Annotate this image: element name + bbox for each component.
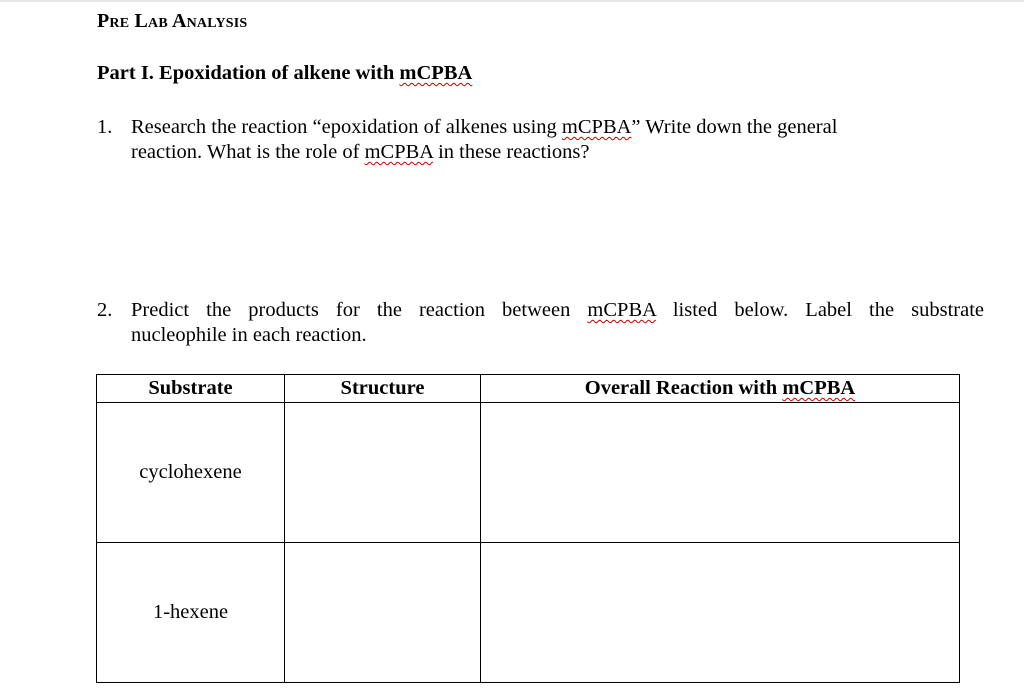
header-structure: Structure <box>285 375 481 403</box>
question-1-text-d: in these reactions? <box>432 141 590 163</box>
structure-cell[interactable] <box>285 403 481 543</box>
substrate-cell: 1-hexene <box>97 543 285 683</box>
part-title-reagent: mCPBA <box>399 62 473 84</box>
question-1-line-2 <box>131 140 931 165</box>
reaction-table <box>96 374 960 683</box>
question-2-reagent: mCPBA <box>587 299 656 321</box>
substrate-cell: cyclohexene <box>97 403 285 543</box>
question-2-line-2: nucleophile in each reaction. <box>131 324 367 346</box>
question-1-text-a: Research the reaction “epoxidation of alkenes using <box>131 116 562 138</box>
table-row <box>97 543 960 683</box>
question-2-text-a: Predict the products for the reaction between <box>131 299 588 321</box>
section-heading: Pre Lab Analysis <box>97 10 248 32</box>
question-1-line-1 <box>131 115 931 140</box>
question-1-text-b: ” Write down the general <box>631 116 838 138</box>
question-2-text-b: listed below. Label the substrate <box>655 299 985 321</box>
header-overall-reaction <box>481 375 960 403</box>
question-2 <box>97 298 987 358</box>
header-overall-text: Overall Reaction with <box>584 377 783 399</box>
header-overall-reagent: mCPBA <box>782 377 856 399</box>
overall-reaction-cell[interactable] <box>481 543 960 683</box>
question-1-number: 1. <box>97 116 113 138</box>
table-row <box>97 403 960 543</box>
part-title-text: Part I. Epoxidation of alkene with <box>97 62 400 84</box>
table-header-row <box>97 375 960 403</box>
question-2-line-1 <box>131 298 984 323</box>
part-title <box>97 62 472 85</box>
question-1 <box>97 115 927 175</box>
structure-cell[interactable] <box>285 543 481 683</box>
overall-reaction-cell[interactable] <box>481 403 960 543</box>
question-2-number: 2. <box>97 299 113 321</box>
question-2-body <box>131 298 984 348</box>
page-top-border <box>0 0 1024 2</box>
question-1-body <box>131 115 931 165</box>
question-1-text-c: reaction. What is the role of <box>131 141 365 163</box>
question-1-reagent-a: mCPBA <box>561 116 632 138</box>
question-1-reagent-b: mCPBA <box>364 141 433 163</box>
header-substrate: Substrate <box>97 375 285 403</box>
